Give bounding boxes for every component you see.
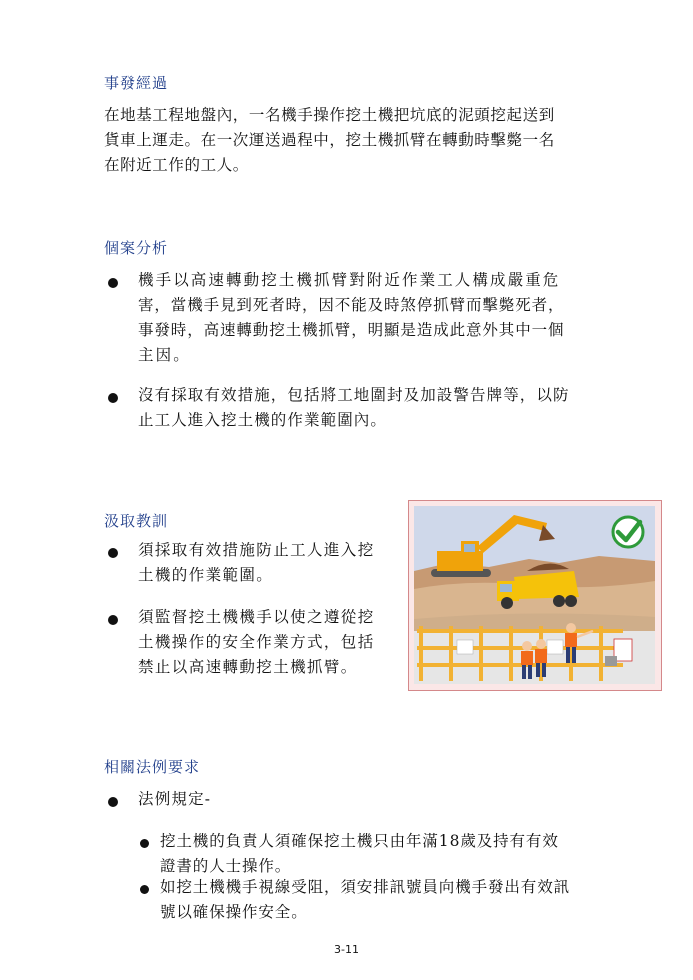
analysis-line: 害，當機手見到死者時，因不能及時煞停抓臂而擊斃死者， (138, 296, 565, 314)
lessons-bullet-1 (138, 538, 375, 588)
analysis-line: 沒有採取有效措施，包括將工地圍封及加設警告牌等，以防 (138, 386, 570, 404)
analysis-bullet-2 (138, 383, 570, 433)
lessons-line: 禁止以高速轉動挖土機抓臂。 (138, 658, 358, 676)
lessons-line: 須採取有效措施防止工人進入挖 (138, 541, 375, 559)
section-heading-lessons: 汲取教訓 (104, 512, 169, 530)
bullet-dot (108, 615, 118, 625)
legal-sub-bullet-1 (160, 829, 625, 879)
analysis-line: 機手以高速轉動挖土機抓臂對附近作業工人構成嚴重危 (138, 271, 561, 289)
lessons-bullet-2 (138, 605, 375, 680)
legal-line: 證書的人士操作。 (160, 857, 292, 875)
section-heading-legal: 相關法例要求 (104, 758, 201, 776)
lessons-line: 須監督挖土機機手以使之遵從挖 (138, 608, 375, 626)
check-mark-icon (613, 517, 643, 547)
sub-bullet-dot (140, 885, 149, 894)
incident-paragraph (104, 103, 624, 178)
section-heading-incident: 事發經過 (104, 74, 169, 92)
bullet-dot (108, 797, 118, 807)
incident-line: 貨車上運走。在一次運送過程中，挖土機抓臂在轉動時擊斃一名 (104, 131, 555, 149)
legal-bullet: 法例規定- (138, 790, 212, 808)
analysis-line: 事發時，高速轉動挖土機抓臂，明顯是造成此意外其中一個 (138, 321, 565, 339)
incident-line: 在地基工程地盤內，一名機手操作挖土機把坑底的泥頭挖起送到 (104, 106, 555, 124)
incident-line: 在附近工作的工人。 (104, 156, 249, 174)
sub-bullet-dot (140, 839, 149, 848)
excavator-scene (409, 501, 660, 689)
legal-line: 挖土機的負責人須確保挖土機只由年滿18歲及持有有效 (160, 832, 559, 850)
lessons-line: 土機操作的安全作業方式，包括 (138, 633, 375, 651)
lessons-line: 土機的作業範圍。 (138, 566, 274, 584)
bullet-dot (108, 278, 118, 288)
bullet-dot (108, 393, 118, 403)
analysis-bullet-1 (138, 268, 564, 368)
safety-illustration (408, 500, 662, 691)
section-heading-analysis: 個案分析 (104, 239, 169, 257)
page-number: 3-11 (334, 943, 359, 956)
bullet-dot (108, 548, 118, 558)
analysis-line: 主因。 (138, 346, 191, 364)
analysis-line: 止工人進入挖土機的作業範圍內。 (138, 411, 388, 429)
legal-line: 如挖土機機手視線受阻，須安排訊號員向機手發出有效訊 (160, 878, 571, 896)
legal-sub-bullet-2 (160, 875, 625, 925)
legal-line: 號以確保操作安全。 (160, 903, 308, 921)
